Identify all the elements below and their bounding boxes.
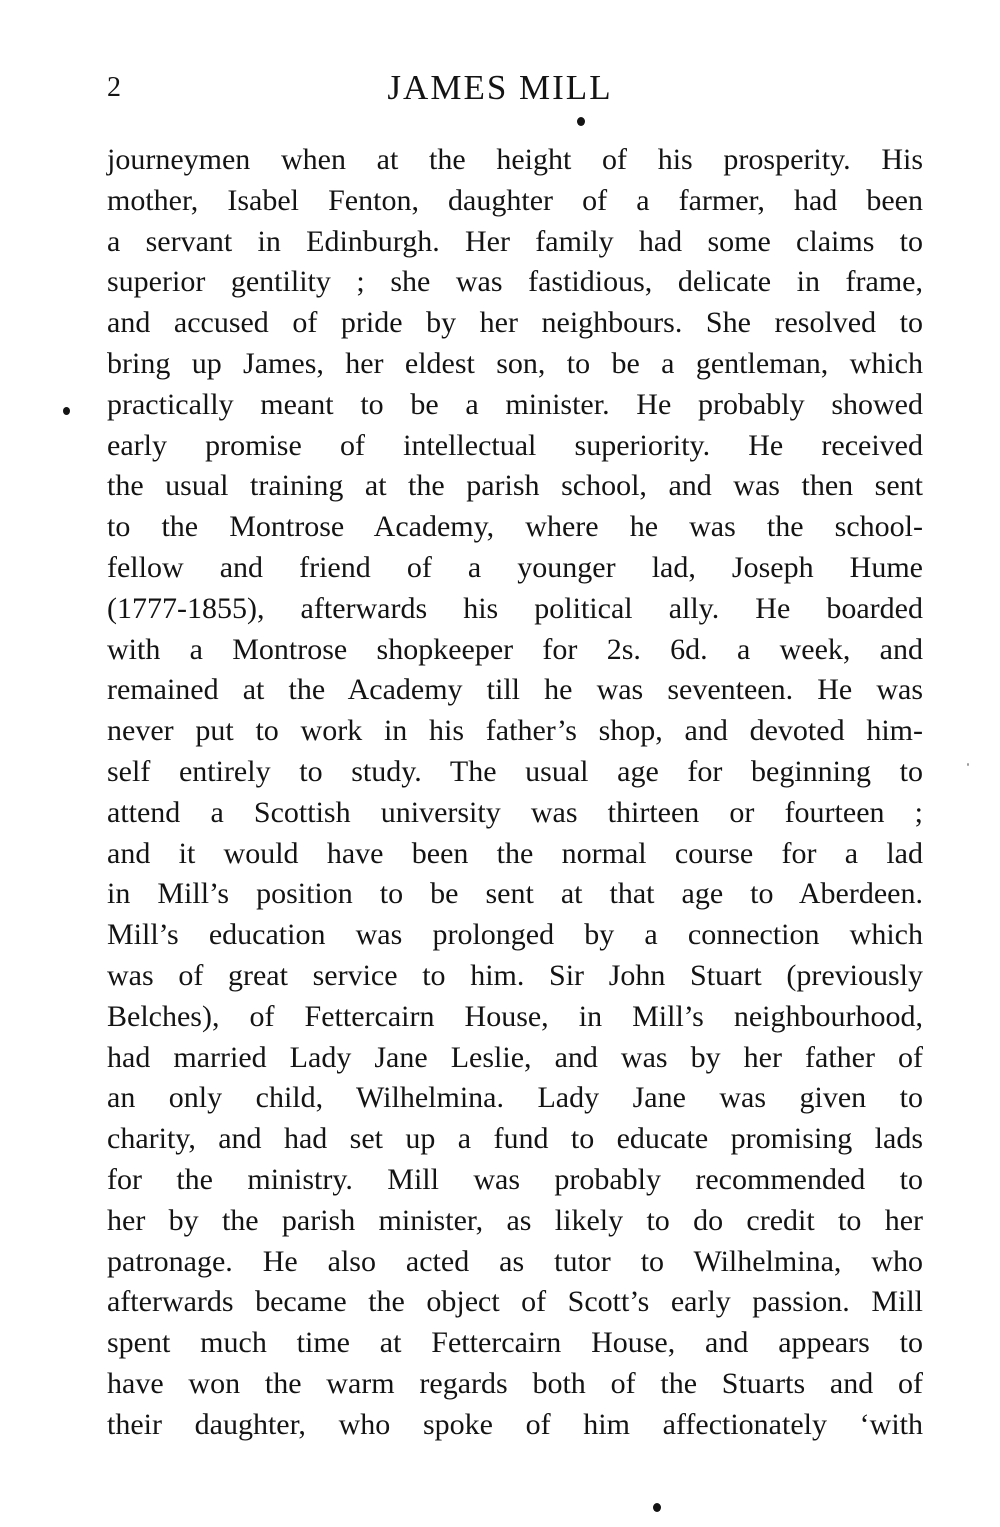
text-line: mother, Isabel Fenton, daughter of a farmer, had been	[107, 183, 923, 217]
text-line: with a Montrose shopkeeper for 2s. 6d. a week, and	[107, 632, 923, 666]
page-number: 2	[107, 72, 121, 103]
text-line: Belches), of Fettercairn House, in Mill’s neighbourhood,	[107, 999, 923, 1033]
text-line: patronage. He also acted as tutor to Wilhelmina, who	[107, 1244, 923, 1278]
text-line: an only child, Wilhelmina. Lady Jane was given to	[107, 1081, 923, 1115]
text-line: the usual training at the parish school, and was then sent	[107, 469, 923, 503]
text-line: and it would have been the normal course for a lad	[107, 836, 923, 870]
text-line: practically meant to be a minister. He probably showed	[107, 387, 923, 421]
text-line: in Mill’s position to be sent at that age to Aberdeen.	[107, 877, 923, 911]
ink-dot-mark	[577, 117, 585, 126]
text-line: their daughter, who spoke of him affectionately ‘with	[107, 1407, 923, 1441]
text-line: never put to work in his father’s shop, and devoted him-	[107, 714, 923, 748]
ink-dot-mark	[63, 407, 70, 415]
text-line: Mill’s education was prolonged by a connection which	[107, 918, 923, 952]
text-line: a servant in Edinburgh. Her family had some claims to	[107, 224, 923, 258]
text-line: her by the parish minister, as likely to do credit to her	[107, 1203, 923, 1237]
text-line: early promise of intellectual superiority. He received	[107, 428, 923, 462]
text-line: spent much time at Fettercairn House, and appears to	[107, 1326, 923, 1360]
text-line: attend a Scottish university was thirteen or fourteen ;	[107, 795, 923, 829]
text-line: was of great service to him. Sir John Stuart (previously	[107, 958, 923, 992]
ink-dot-mark	[653, 1503, 661, 1512]
running-title: JAMES MILL	[387, 68, 613, 107]
ink-speck-mark	[967, 763, 969, 766]
text-line: had married Lady Jane Leslie, and was by her father of	[107, 1040, 923, 1074]
text-line: to the Montrose Academy, where he was the school-	[107, 510, 923, 544]
text-line: superior gentility ; she was fastidious, delicate in frame,	[107, 265, 923, 299]
text-line: have won the warm regards both of the Stuarts and of	[107, 1366, 923, 1400]
text-line: and accused of pride by her neighbours. She resolved to	[107, 306, 923, 340]
text-line: charity, and had set up a fund to educate promising lads	[107, 1122, 923, 1156]
text-line: afterwards became the object of Scott’s early passion. Mill	[107, 1285, 923, 1319]
text-line: journeymen when at the height of his prosperity. His	[107, 143, 923, 176]
text-line: self entirely to study. The usual age for beginning to	[107, 754, 923, 788]
text-line: (1777-1855), afterwards his political ally. He boarded	[107, 591, 923, 625]
body-paragraph	[107, 140, 923, 1446]
text-line: remained at the Academy till he was seventeen. He was	[107, 673, 923, 707]
text-line: for the ministry. Mill was probably recommended to	[107, 1162, 923, 1196]
text-line: fellow and friend of a younger lad, Joseph Hume	[107, 550, 923, 584]
text-line: bring up James, her eldest son, to be a gentleman, which	[107, 346, 923, 380]
